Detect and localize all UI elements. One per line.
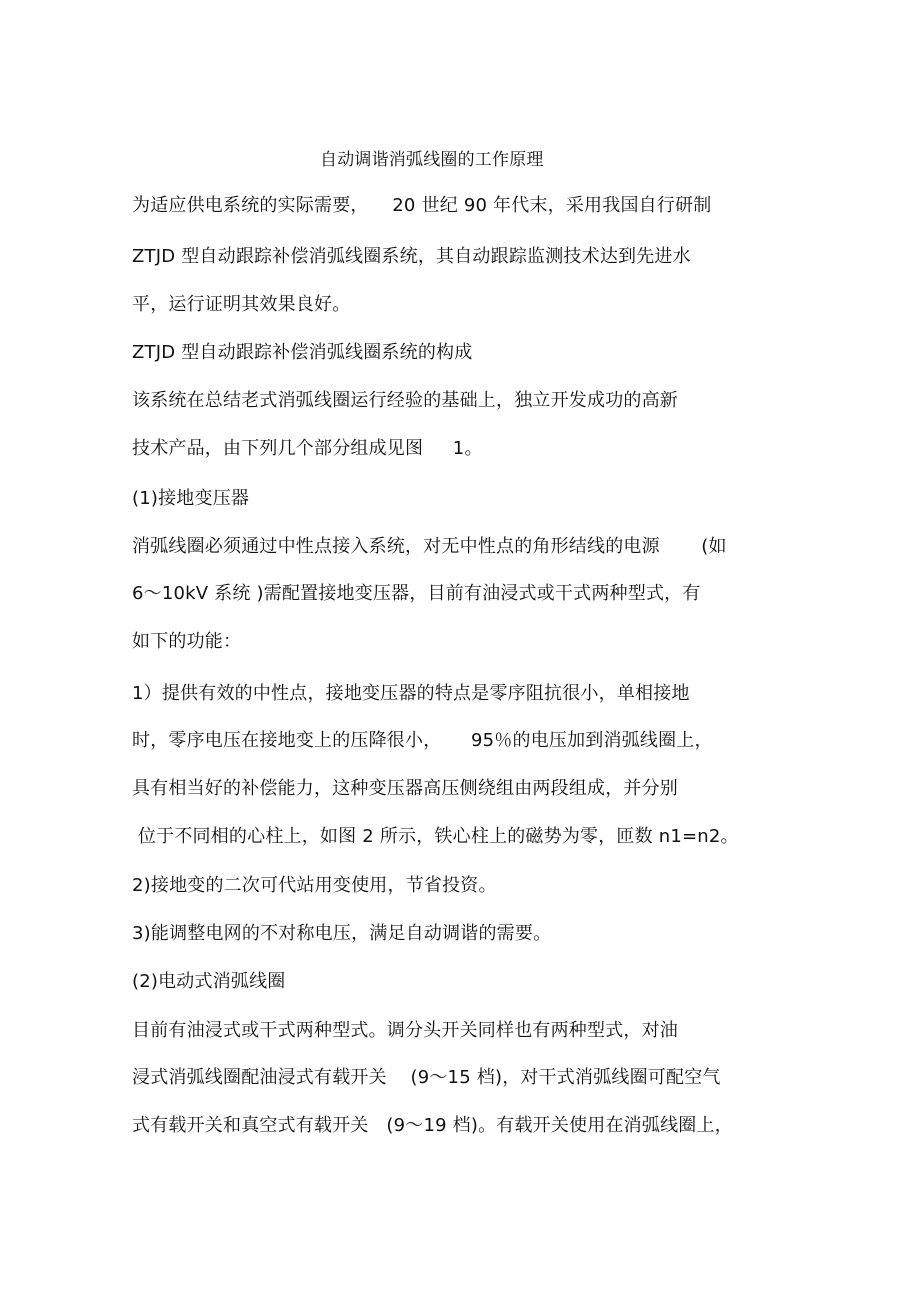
text-line: 3)能调整电网的不对称电压，满足自动调谐的需要。	[132, 923, 552, 944]
text-line: 目前有油浸式或干式两种型式。调分头开关同样也有两种型式，对油	[132, 1020, 678, 1041]
text-line: 为适应供电系统的实际需要， 20 世纪 90 年代末，采用我国自行研制	[132, 195, 712, 216]
section-heading: ZTJD 型自动跟踪补偿消弧线圈系统的构成	[132, 342, 473, 363]
text-line: 该系统在总结老式消弧线圈运行经验的基础上，独立开发成功的高新	[132, 390, 678, 411]
text-line: 消弧线圈必须通过中性点接入系统，对无中性点的角形结线的电源 (如	[132, 536, 727, 557]
text-line: 时，零序电压在接地变上的压降很小， 95％的电压加到消弧线圈上，	[132, 730, 713, 751]
text-line: 平，运行证明其效果良好。	[132, 294, 351, 315]
text-line: 浸式消弧线圈配油浸式有载开关 (9～15 档)，对干式消弧线圈可配空气	[132, 1067, 721, 1088]
page-title: 自动调谐消弧线圈的工作原理	[320, 150, 544, 170]
text-line: 具有相当好的补偿能力，这种变压器高压侧绕组由两段组成，并分别	[132, 778, 678, 799]
text-line: 6～10kV 系统 )需配置接地变压器，目前有油浸式或干式两种型式，有	[132, 583, 701, 604]
text-line: 技术产品，由下列几个部分组成见图 1。	[132, 438, 483, 459]
text-line: ZTJD 型自动跟踪补偿消弧线圈系统，其自动跟踪监测技术达到先进水	[132, 246, 691, 267]
text-line: 位于不同相的心柱上，如图 2 所示，铁心柱上的磁势为零，匝数 n1=n2。	[132, 826, 739, 847]
text-line: 1）提供有效的中性点，接地变压器的特点是零序阻抗很小，单相接地	[132, 683, 690, 704]
text-line: 如下的功能：	[132, 631, 242, 652]
text-line: 式有载开关和真空式有载开关 (9～19 档)。有载开关使用在消弧线圈上，	[132, 1115, 733, 1136]
section-heading: (2)电动式消弧线圈	[132, 971, 286, 992]
section-heading: (1)接地变压器	[132, 488, 250, 509]
text-line: 2)接地变的二次可代站用变使用，节省投资。	[132, 875, 497, 896]
